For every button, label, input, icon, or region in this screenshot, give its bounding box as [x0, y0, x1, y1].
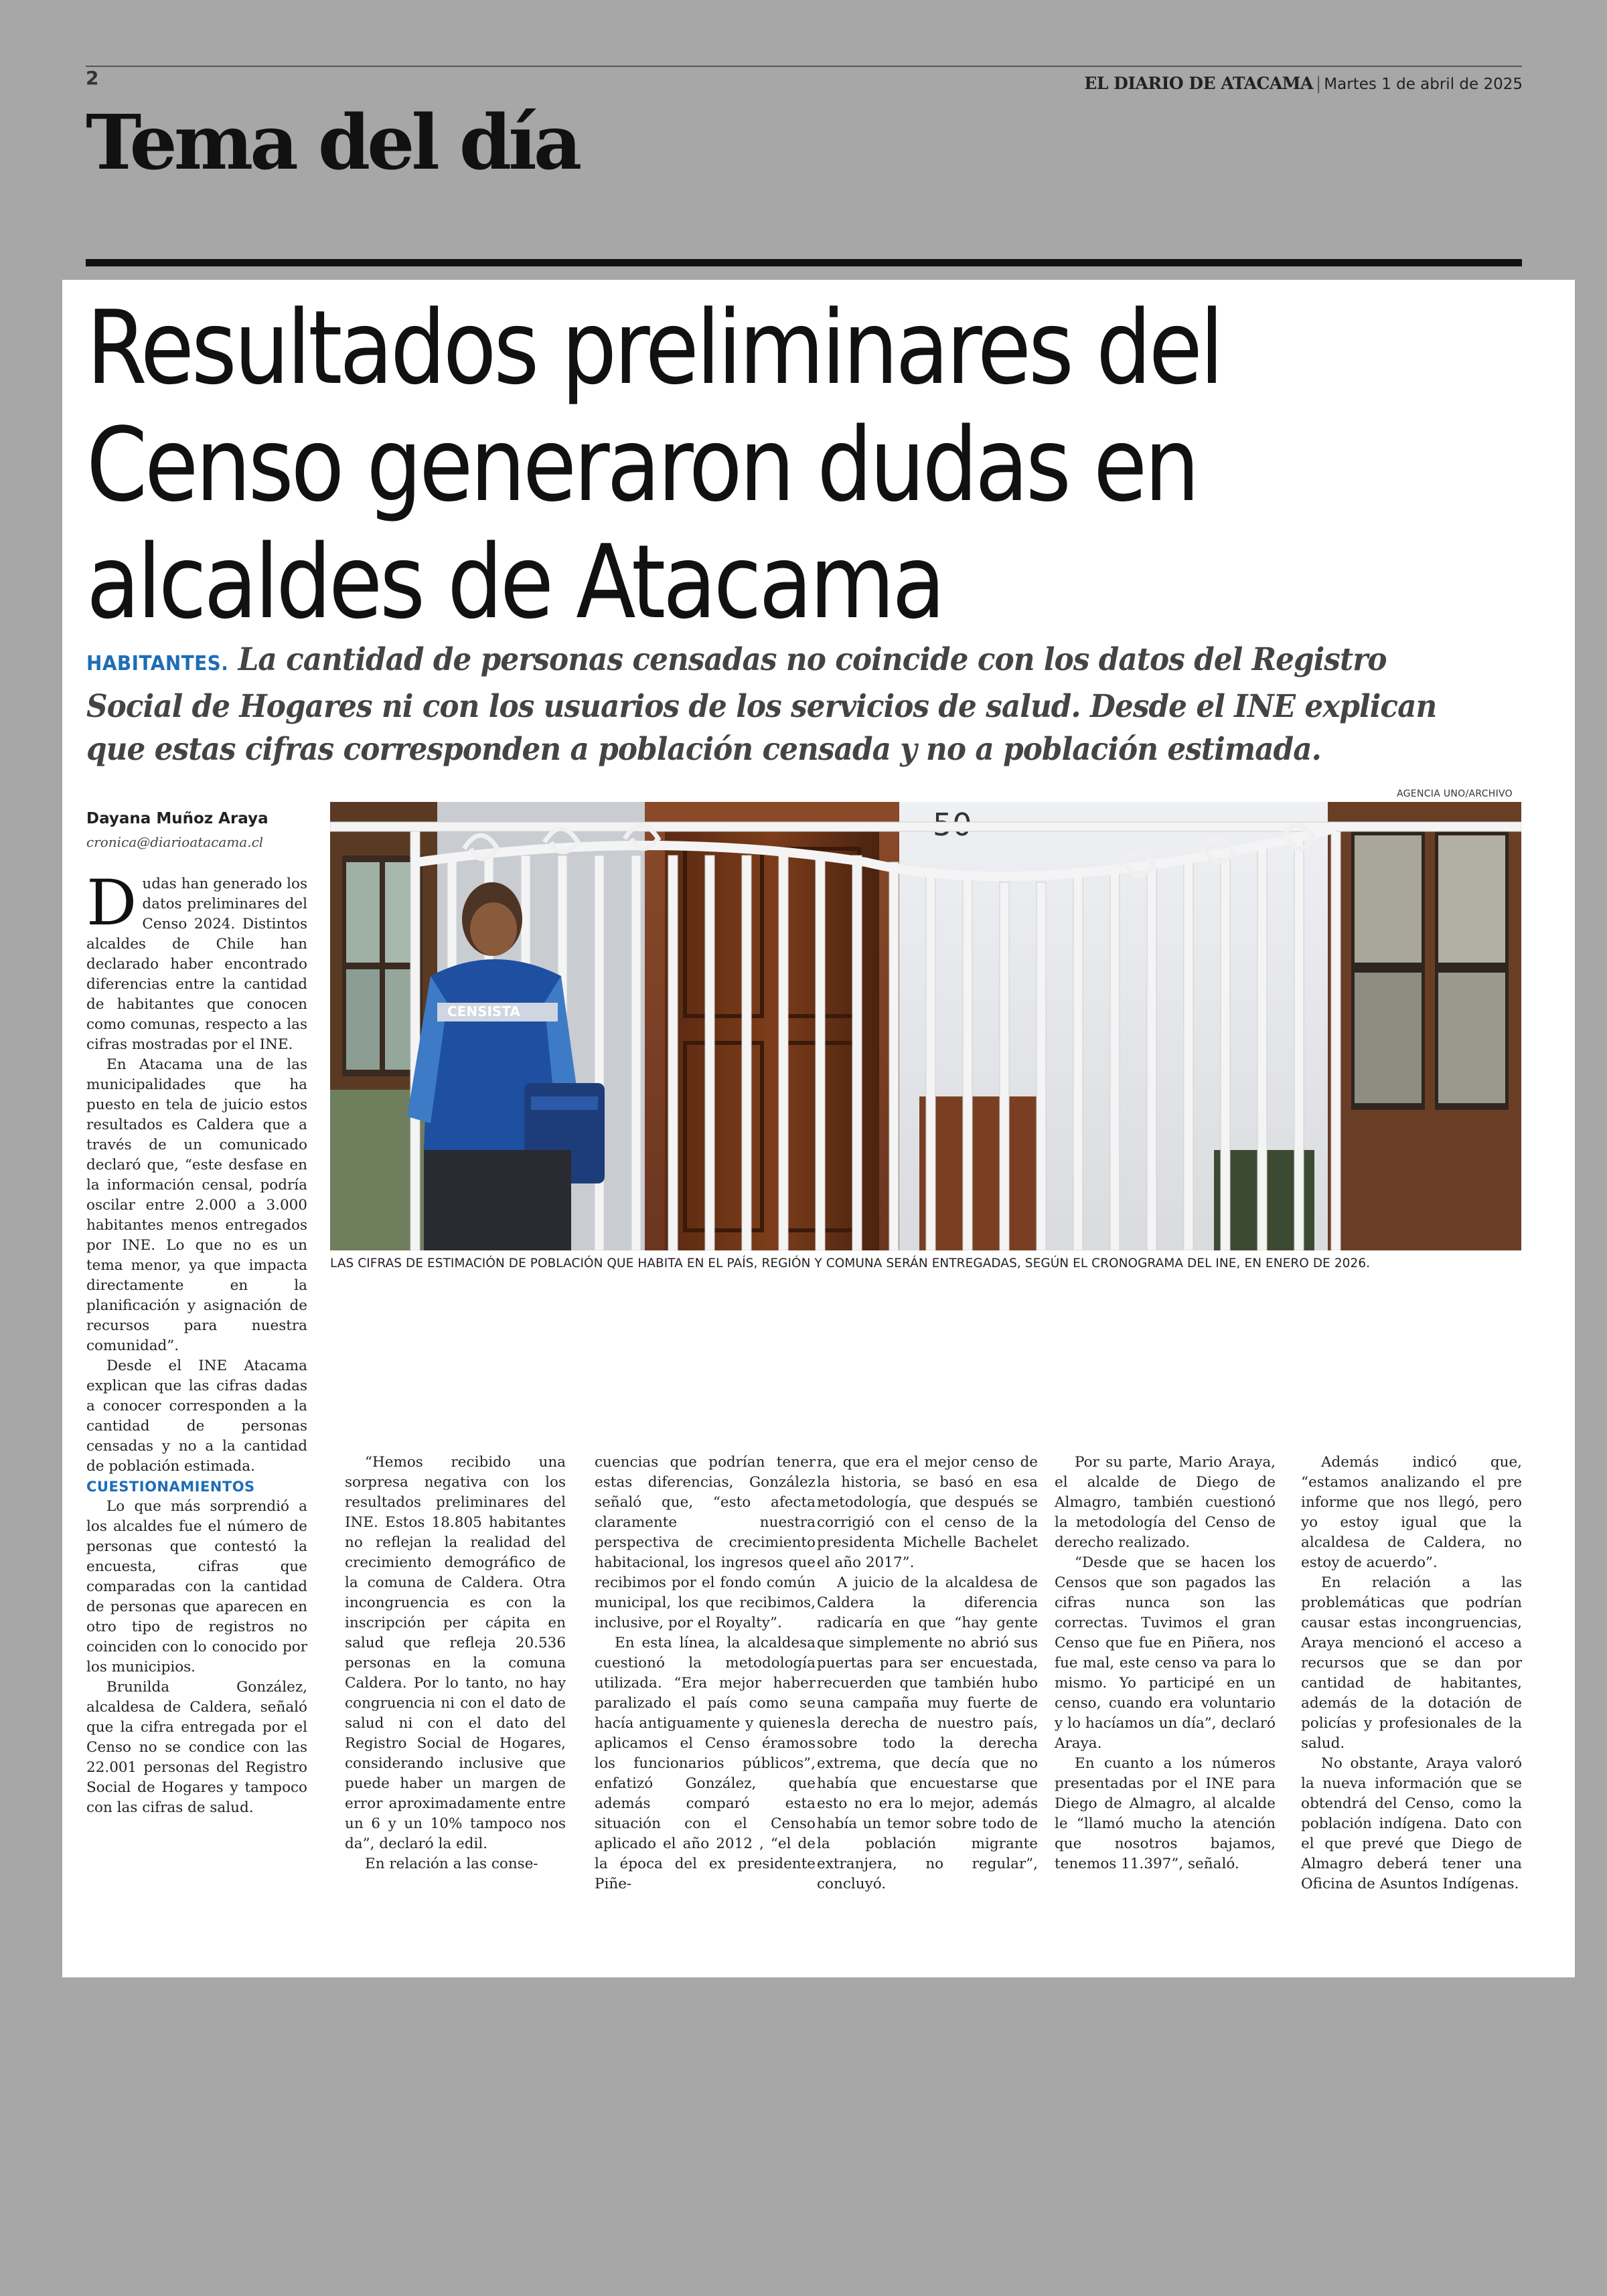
article-column-3 — [595, 1453, 816, 1894]
paragraph: cuencias que podrían tener estas diferencias, González señaló que, “esto afecta claramente nuestra perspectiva de crecimiento habitacional, los ingresos que recibimos por el fondo común municipal, los que recibimos, inclusive, por el Royalty”. — [595, 1454, 816, 1631]
article-column-6 — [1301, 1453, 1522, 1894]
paragraph: Por su parte, Mario Araya, el alcalde de Diego de Almagro, también cuestionó la metodología del Censo de derecho realizado. — [1055, 1454, 1276, 1551]
author-email: cronica@diarioatacama.cl — [86, 834, 264, 850]
photo-illustration — [330, 802, 1521, 1250]
article-headline: Resultados preliminares del Censo generaron dudas en alcaldes de Atacama — [86, 289, 1221, 641]
paragraph: En esta línea, la alcaldesa cuestionó la metodología utilizada. “Era mejor haber paralizado el país como se hacía antiguamente y quienes aplicamos el Censo éramos los funcionarios públicos”, enfatizó González, que además comparó esta situación con el Censo aplicado el año 2012 , “el de la época del ex presidente Piñe- — [595, 1635, 816, 1892]
paragraph: En cuanto a los números presentadas por el INE para Diego de Almagro, al alcalde le “llamó mucho la atención que nosotros bajamos, tenemos 11.397”, señaló. — [1055, 1755, 1276, 1872]
paragraph: Además indicó que, “estamos analizando el pre informe que nos llegó, pero yo estoy igual que la alcaldesa de Caldera, no estoy de acuerdo”. — [1301, 1454, 1522, 1571]
paragraph: No obstante, Araya valoró la nueva información que se obtendrá del Censo, como la población indígena. Dato con el que prevé que Diego de Almagro deberá tener una Oficina de Asuntos Indígenas. — [1301, 1755, 1522, 1892]
masthead — [1084, 74, 1523, 93]
drop-cap: D — [86, 867, 137, 940]
article-column-2 — [345, 1453, 566, 1874]
vest-label: CENSISTA — [447, 1003, 520, 1019]
article-column-1 — [86, 867, 307, 1818]
lede-text: La cantidad de personas censadas no coincide con los datos del Registro Social de Hogares ni con los usuarios de los servicios de salud. Desde el INE explican que estas cifras corresponden a población censada y no a población estimada. — [86, 641, 1437, 768]
section-title: Tema del día — [86, 99, 579, 187]
paragraph: “Hemos recibido una sorpresa negativa con los resultados preliminares del INE. Estos 18.805 habitantes no reflejan la realidad del crecimiento demográfico de la comuna de Caldera. Otra incongruencia es con la inscripción per cápita en salud que refleja 20.536 personas en la comuna Caldera. Por lo tanto, no hay congruencia ni con el dato de salud ni con el dato del Registro Social de Hogares, considerando inclusive que puede haber un margen de error aproximadamente entre un 6 y un 10% tampoco nos da”, declaró la edil. — [345, 1454, 566, 1852]
paragraph-text: udas han generado los datos preliminares del Censo 2024. Distintos alcaldes de Chile han declarado haber encontrado diferencias entre la cantidad de habitantes que conocen como comunas, respecto a las cifras mostradas por el INE. — [86, 876, 307, 1053]
paragraph: “Desde que se hacen los Censos que son pagados las cifras nunca son las correctas. Tuvimos el gran Censo que fue en Piñera, nos fue mal, este censo va para lo mismo. Yo participé en un censo, cuando era voluntario y lo hacíamos un día”, declaró Araya. — [1055, 1554, 1276, 1752]
paragraph: Desde el INE Atacama explican que las cifras dadas a conocer corresponden a la cantidad de personas censadas y no a la cantidad de población estimada. — [86, 1358, 307, 1475]
paragraph: Lo que más sorprendió a los alcaldes fue el número de personas que contestó la encuesta, cifras que comparadas con la cantidad de personas que aparecen en otro tipo de registros no coinciden con lo conocido por los municipios. — [86, 1498, 307, 1675]
top-rule — [86, 66, 1522, 67]
photo-caption: LAS CIFRAS DE ESTIMACIÓN DE POBLACIÓN QUE HABITA EN EL PAÍS, REGIÓN Y COMUNA SERÁN ENTREGADAS, SEGÚN EL CRONOGRAMA DEL INE, EN ENERO DE 2026. — [330, 1256, 1371, 1270]
section-rule — [86, 259, 1522, 266]
photo-credit: AGENCIA UNO/ARCHIVO — [1397, 789, 1513, 799]
paragraph: A juicio de la alcaldesa de Caldera la diferencia radicaría en que “hay gente que simplemente no abrió sus puertas para ser encuestada, recuerden que también hubo una campaña muy fuerte de la derecha de nuestro país, sobre todo la derecha extrema, que decía que no había que encuestarse que esto no era lo mejor, además había un temor sobre todo de la población migrante extranjera, no regular”, concluyó. — [817, 1574, 1038, 1892]
subheading: CUESTIONAMIENTOS — [86, 1479, 255, 1495]
masthead-separator: | — [1315, 74, 1322, 93]
article-column-4 — [817, 1453, 1038, 1894]
page-header — [0, 0, 1607, 281]
article-column-5 — [1055, 1453, 1276, 1874]
author-byline: Dayana Muñoz Araya — [86, 810, 269, 827]
paragraph: En relación a las problemáticas que podrían causar estas incongruencias, Araya mencionó el acceso a recursos que se dan por cantidad de habitantes, además de la dotación de policías y profesionales de la salud. — [1301, 1574, 1522, 1752]
paragraph: Brunilda González, alcaldesa de Caldera, señaló que la cifra entregada por el Censo no se condice con las 22.001 personas del Registro Social de Hogares y tampoco con las cifras de salud. — [86, 1679, 307, 1816]
article-lede — [86, 639, 1475, 771]
paragraph: En Atacama una de las municipalidades que ha puesto en tela de juicio estos resultados es Caldera que a través de un comunicado declaró que, “este desfase en la información censal, podría oscilar entre 2.000 a 3.000 habitantes menos entregados por INE. Lo que no es un tema menor, ya que impacta directamente en la planificación y asignación de recursos para nuestra comunidad”. — [86, 1056, 307, 1354]
issue-date: Martes 1 de abril de 2025 — [1324, 76, 1523, 93]
page-number: 2 — [86, 67, 99, 89]
paragraph: En relación a las conse- — [365, 1856, 538, 1872]
paragraph: ra, que era el mejor censo de la historia, se basó en esa metodología, que después se corrigió con el censo de la presidenta Michelle Bachelet el año 2017”. — [817, 1454, 1038, 1571]
paper-name: EL DIARIO DE ATACAMA — [1084, 74, 1313, 93]
article — [62, 280, 1575, 1977]
article-photo — [330, 802, 1521, 1250]
lede-kicker: HABITANTES. — [86, 652, 229, 675]
paragraph — [86, 867, 307, 1055]
